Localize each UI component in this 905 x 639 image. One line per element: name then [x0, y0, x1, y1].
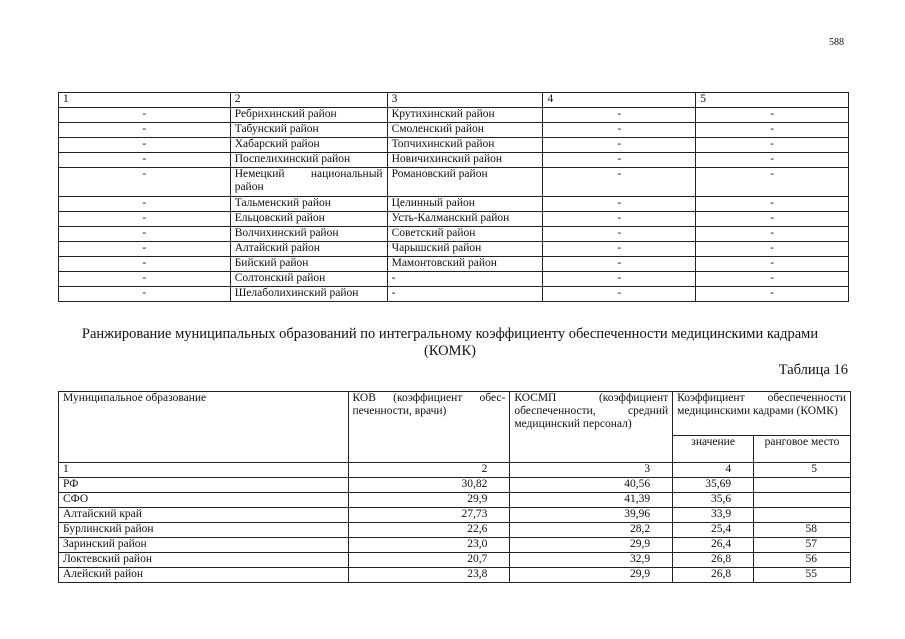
col-number: 2	[230, 93, 387, 108]
table-row	[59, 272, 849, 287]
cell: Топчихинский район	[387, 138, 543, 153]
cell: 41,39	[510, 493, 673, 508]
komk-ranking-table	[58, 391, 851, 583]
cell: -	[59, 227, 231, 242]
table-row	[59, 493, 851, 508]
table-row	[59, 478, 851, 493]
cell: -	[696, 242, 849, 257]
cell: СФО	[59, 493, 349, 508]
caption-line: (КОМК)	[423, 343, 476, 359]
cell: Крутихинский район	[387, 108, 543, 123]
cell	[754, 508, 851, 523]
cell: -	[543, 138, 696, 153]
table-caption	[40, 326, 860, 360]
table-row	[59, 227, 849, 242]
cell: Романовский район	[387, 168, 543, 197]
cell: -	[543, 197, 696, 212]
cell: Чарышский район	[387, 242, 543, 257]
col-number: 1	[59, 463, 349, 478]
cell: 26,4	[673, 538, 754, 553]
cell: 32,9	[510, 553, 673, 568]
cell: -	[59, 197, 231, 212]
cell	[754, 493, 851, 508]
cell: 29,9	[348, 493, 510, 508]
cell: 26,8	[673, 568, 754, 583]
cell: Бурлинский район	[59, 523, 349, 538]
cell: -	[387, 287, 543, 302]
col-number: 2	[348, 463, 510, 478]
table-row	[59, 242, 849, 257]
continued-districts-table	[58, 92, 849, 302]
cell: Смоленский район	[387, 123, 543, 138]
cell: -	[543, 272, 696, 287]
cell: 20,7	[348, 553, 510, 568]
table-number-row	[59, 463, 851, 478]
cell: Тальменский район	[230, 197, 387, 212]
col-number: 5	[754, 463, 851, 478]
cell: Шелаболихинский район	[230, 287, 387, 302]
cell: 26,8	[673, 553, 754, 568]
cell: -	[59, 123, 231, 138]
cell: РФ	[59, 478, 349, 493]
cell: Солтонский район	[230, 272, 387, 287]
cell: 27,73	[348, 508, 510, 523]
cell: 40,56	[510, 478, 673, 493]
cell: -	[543, 242, 696, 257]
cell: 33,9	[673, 508, 754, 523]
cell: Поспелихинский район	[230, 153, 387, 168]
cell: -	[696, 272, 849, 287]
cell: 29,9	[510, 568, 673, 583]
col-number: 3	[387, 93, 543, 108]
cell: -	[696, 197, 849, 212]
header-cell: ранговое место	[754, 435, 851, 462]
cell: 30,82	[348, 478, 510, 493]
cell: Бийский район	[230, 257, 387, 272]
cell: -	[543, 153, 696, 168]
cell: -	[696, 123, 849, 138]
cell: -	[696, 153, 849, 168]
header-cell: Коэффициент обеспеченности медицинскими кадрами (КОМК)	[673, 392, 851, 436]
cell: -	[59, 108, 231, 123]
caption-line: Ранжирование муниципальных образований по интегральному коэффициенту обеспеченности медицинскими кадрами	[81, 326, 819, 342]
table-row	[59, 168, 849, 197]
cell: Локтевский район	[59, 553, 349, 568]
cell: 23,8	[348, 568, 510, 583]
table-row	[59, 568, 851, 583]
cell: -	[543, 257, 696, 272]
cell: -	[696, 287, 849, 302]
table-row	[59, 123, 849, 138]
cell: -	[59, 257, 231, 272]
table-header-row	[59, 93, 849, 108]
cell: 22,6	[348, 523, 510, 538]
header-cell: значение	[673, 435, 754, 462]
table-row	[59, 508, 851, 523]
table-row	[59, 138, 849, 153]
cell: -	[696, 257, 849, 272]
table-row	[59, 523, 851, 538]
cell: -	[59, 272, 231, 287]
header-cell: Муниципальное образование	[59, 392, 349, 463]
table-row	[59, 287, 849, 302]
cell: Табунский район	[230, 123, 387, 138]
cell: -	[59, 212, 231, 227]
cell: Новичихинский район	[387, 153, 543, 168]
col-number: 4	[673, 463, 754, 478]
cell: 35,69	[673, 478, 754, 493]
cell: -	[696, 227, 849, 242]
col-number: 3	[510, 463, 673, 478]
cell: Алейский район	[59, 568, 349, 583]
cell: -	[543, 123, 696, 138]
table-label: Таблица 16	[778, 362, 848, 378]
cell: -	[543, 108, 696, 123]
cell: -	[696, 212, 849, 227]
cell: 35,6	[673, 493, 754, 508]
cell	[754, 478, 851, 493]
table-header-row	[59, 392, 851, 436]
header-cell: КОСМП (коэффициент обеспеченности, средний медицинский персонал)	[510, 392, 673, 463]
cell: 28,2	[510, 523, 673, 538]
cell: Заринский район	[59, 538, 349, 553]
cell: Волчихинский район	[230, 227, 387, 242]
cell: Хабарский район	[230, 138, 387, 153]
cell: 25,4	[673, 523, 754, 538]
cell: -	[59, 138, 231, 153]
cell: Ельцовский район	[230, 212, 387, 227]
header-cell: КОВ (коэффициент обес-печенности, врачи)	[348, 392, 510, 463]
cell: Ребрихинский район	[230, 108, 387, 123]
cell: -	[543, 168, 696, 197]
cell: -	[543, 227, 696, 242]
cell: 23,0	[348, 538, 510, 553]
table-row	[59, 108, 849, 123]
col-number: 5	[696, 93, 849, 108]
cell: -	[543, 212, 696, 227]
cell: -	[387, 272, 543, 287]
table-row	[59, 153, 849, 168]
cell: Алтайский район	[230, 242, 387, 257]
cell: -	[59, 153, 231, 168]
table-row	[59, 538, 851, 553]
table-row	[59, 212, 849, 227]
cell: Немецкий национальный район	[230, 168, 387, 197]
col-number: 1	[59, 93, 231, 108]
cell: 57	[754, 538, 851, 553]
page-number: 588	[829, 37, 844, 48]
cell: 56	[754, 553, 851, 568]
cell: Мамонтовский район	[387, 257, 543, 272]
cell: -	[696, 138, 849, 153]
cell: Усть-Калманский район	[387, 212, 543, 227]
cell: 58	[754, 523, 851, 538]
table-row	[59, 197, 849, 212]
table-row	[59, 553, 851, 568]
table-row	[59, 257, 849, 272]
cell: Целинный район	[387, 197, 543, 212]
col-number: 4	[543, 93, 696, 108]
cell: 55	[754, 568, 851, 583]
cell: -	[59, 287, 231, 302]
cell: 39,96	[510, 508, 673, 523]
cell: -	[59, 168, 231, 197]
cell: 29,9	[510, 538, 673, 553]
cell: -	[696, 168, 849, 197]
cell: Алтайский край	[59, 508, 349, 523]
cell: Советский район	[387, 227, 543, 242]
cell: -	[59, 242, 231, 257]
cell: -	[543, 287, 696, 302]
cell: -	[696, 108, 849, 123]
